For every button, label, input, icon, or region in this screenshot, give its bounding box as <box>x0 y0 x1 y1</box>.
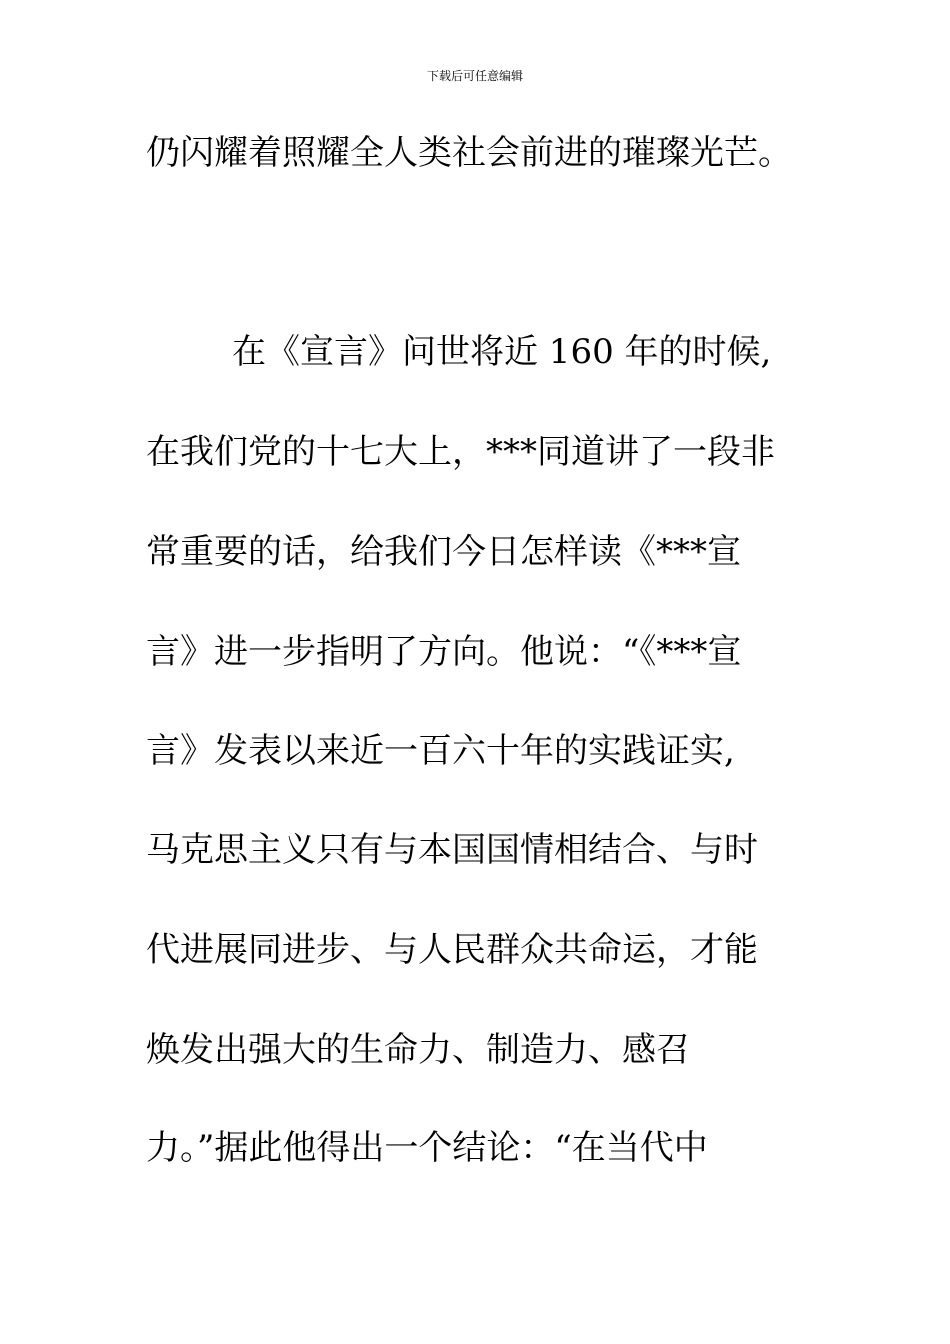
text-line: 焕发出强大的生命力、制造力、感召 <box>146 1030 690 1070</box>
text-line: 力。”据此他得出一个结论：“在当代中 <box>146 1128 708 1168</box>
paragraph-first-line: 在《宣言》问世将近 160 年的时候, <box>232 332 772 372</box>
text-line: 言》发表以来近一百六十年的实践证实, <box>146 731 735 771</box>
text-line: 言》进一步指明了方向。他说：“《***宣 <box>146 632 742 672</box>
text-line: 在我们党的十七大上，***同道讲了一段非 <box>146 432 775 472</box>
page-header: 下载后可任意编辑 <box>426 69 523 83</box>
text-line: 仍闪耀着照耀全人类社会前进的璀璨光芒。 <box>146 133 792 173</box>
text-line: 常重要的话，给我们今日怎样读《***宣 <box>146 532 741 572</box>
text-line: 马克思主义只有与本国国情相结合、与时 <box>146 830 758 870</box>
text-line: 代进展同进步、与人民群众共命运，才能 <box>146 930 758 970</box>
